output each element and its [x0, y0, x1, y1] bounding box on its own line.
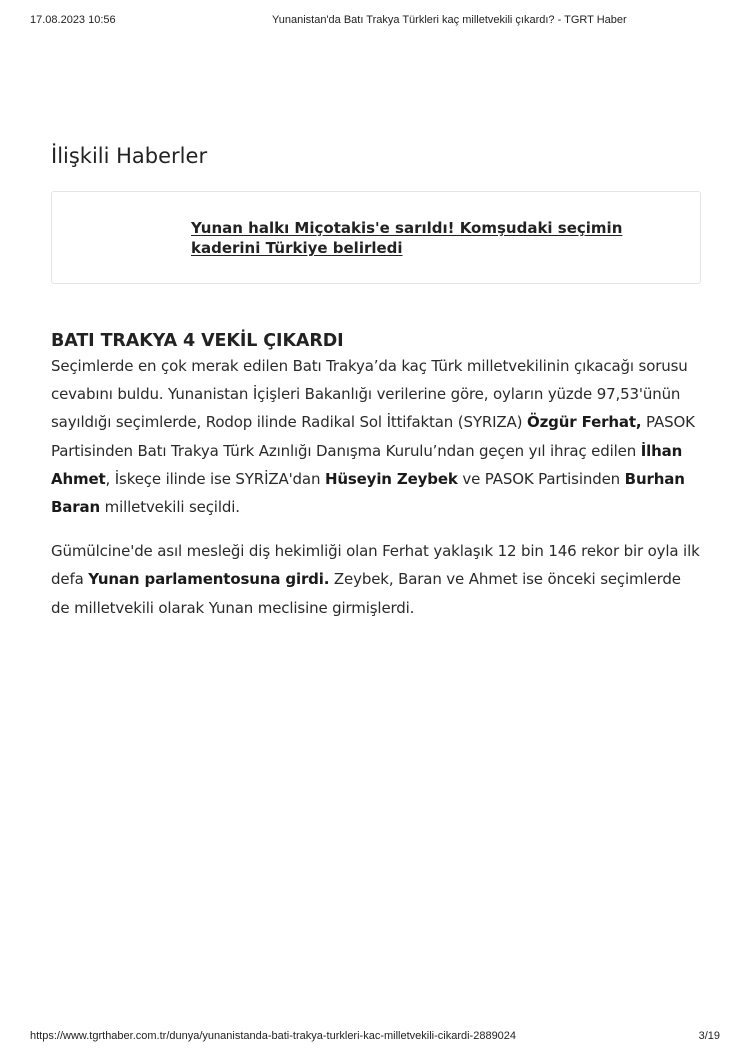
paragraph-text: Seçimlerde en çok merak edilen Batı Trakya’da kaç Türk milletvekilinin çıkacağı sorusu cevabını buldu. Yunanistan İçişleri Bakanlığı verilerine göre, oyların yüzde 97,53'ünün sayıldığı seçimlerde, Rodop ilinde Radikal Sol İttifaktan (SYRIZA) [51, 357, 688, 432]
print-url: https://www.tgrthaber.com.tr/dunya/yunanistanda-bati-trakya-turkleri-kac-milletvekili-cikardi-2889024 [30, 1030, 517, 1042]
article-content [51, 144, 701, 622]
bold-name: Burhan Baran [51, 469, 685, 517]
paragraph-text: ve PASOK Partisinden [457, 469, 625, 488]
section-heading: BATI TRAKYA 4 VEKİL ÇIKARDI [51, 331, 344, 351]
paragraph-text: milletvekili seçildi. [100, 498, 240, 517]
print-datetime: 17.08.2023 10:56 [30, 14, 116, 26]
bold-name: İlhan Ahmet [51, 441, 683, 488]
paragraph-text: Zeybek, Baran ve Ahmet ise önceki seçimlerde de milletvekili olarak Yunan meclisine girmişlerdi. [51, 570, 681, 617]
print-header [30, 14, 720, 30]
paragraph-text: Gümülcine'de asıl mesleği diş hekimliği olan Ferhat yaklaşık 12 bin 146 rekor bir oyla ilk defa [51, 542, 700, 589]
related-news-heading: İlişkili Haberler [51, 144, 208, 168]
bold-phrase: Yunan parlamentosuna girdi. [88, 570, 330, 589]
print-page-title: Yunanistan'da Batı Trakya Türkleri kaç milletvekili çıkardı? - TGRT Haber [272, 14, 627, 26]
article-paragraph [51, 537, 701, 622]
bold-name: Hüseyin Zeybek [324, 469, 458, 488]
bold-name: Özgür Ferhat, [526, 413, 642, 432]
related-news-link[interactable]: Yunan halkı Miçotakis'e sarıldı! Komşudaki seçimin kaderini Türkiye belirledi [191, 219, 623, 257]
page-number: 3/19 [698, 1030, 720, 1042]
related-news-card[interactable] [51, 191, 701, 284]
paragraph-text: , İskeçe ilinde ise SYRİZA'dan [105, 469, 325, 488]
print-footer [30, 1030, 720, 1046]
paragraph-text: PASOK Partisinden Batı Trakya Türk Azınlığı Danışma Kurulu’ndan geçen yıl ihraç edilen [51, 413, 695, 460]
related-news-thumbnail[interactable] [62, 202, 178, 274]
article-paragraph [51, 352, 701, 521]
